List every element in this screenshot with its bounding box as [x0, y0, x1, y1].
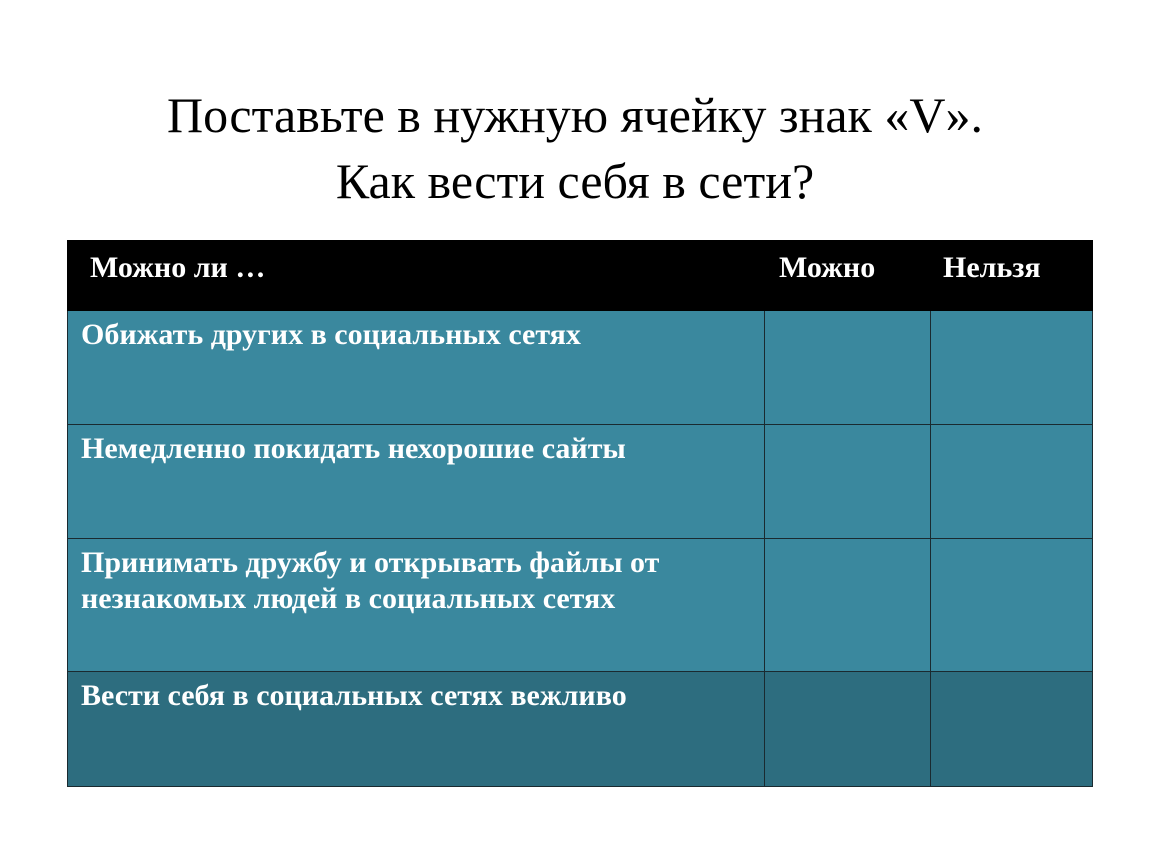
cell-no[interactable]: [931, 311, 1093, 425]
cell-no[interactable]: [931, 672, 1093, 787]
cell-yes[interactable]: [765, 539, 931, 672]
header-yes: Можно: [765, 241, 931, 311]
row-question: Принимать дружбу и открывать файлы от незнакомых людей в социальных сетях: [68, 539, 765, 672]
table-row: [68, 672, 1093, 787]
behavior-table: [67, 240, 1093, 787]
table-row: [68, 425, 1093, 539]
header-no: Нельзя: [931, 241, 1093, 311]
row-question: Немедленно покидать нехорошие сайты: [68, 425, 765, 539]
table-row: [68, 311, 1093, 425]
row-question: Обижать других в социальных сетях: [68, 311, 765, 425]
table-row: [68, 539, 1093, 672]
title-line-1: Поставьте в нужную ячейку знак «V».: [167, 87, 983, 143]
cell-yes[interactable]: [765, 672, 931, 787]
cell-no[interactable]: [931, 425, 1093, 539]
row-question: Вести себя в социальных сетях вежливо: [68, 672, 765, 787]
title-line-2: Как вести себя в сети?: [335, 153, 815, 209]
cell-yes[interactable]: [765, 311, 931, 425]
table-header-row: [68, 241, 1093, 311]
cell-yes[interactable]: [765, 425, 931, 539]
cell-no[interactable]: [931, 539, 1093, 672]
slide-title: [0, 82, 1150, 214]
header-question: Можно ли …: [68, 241, 765, 311]
